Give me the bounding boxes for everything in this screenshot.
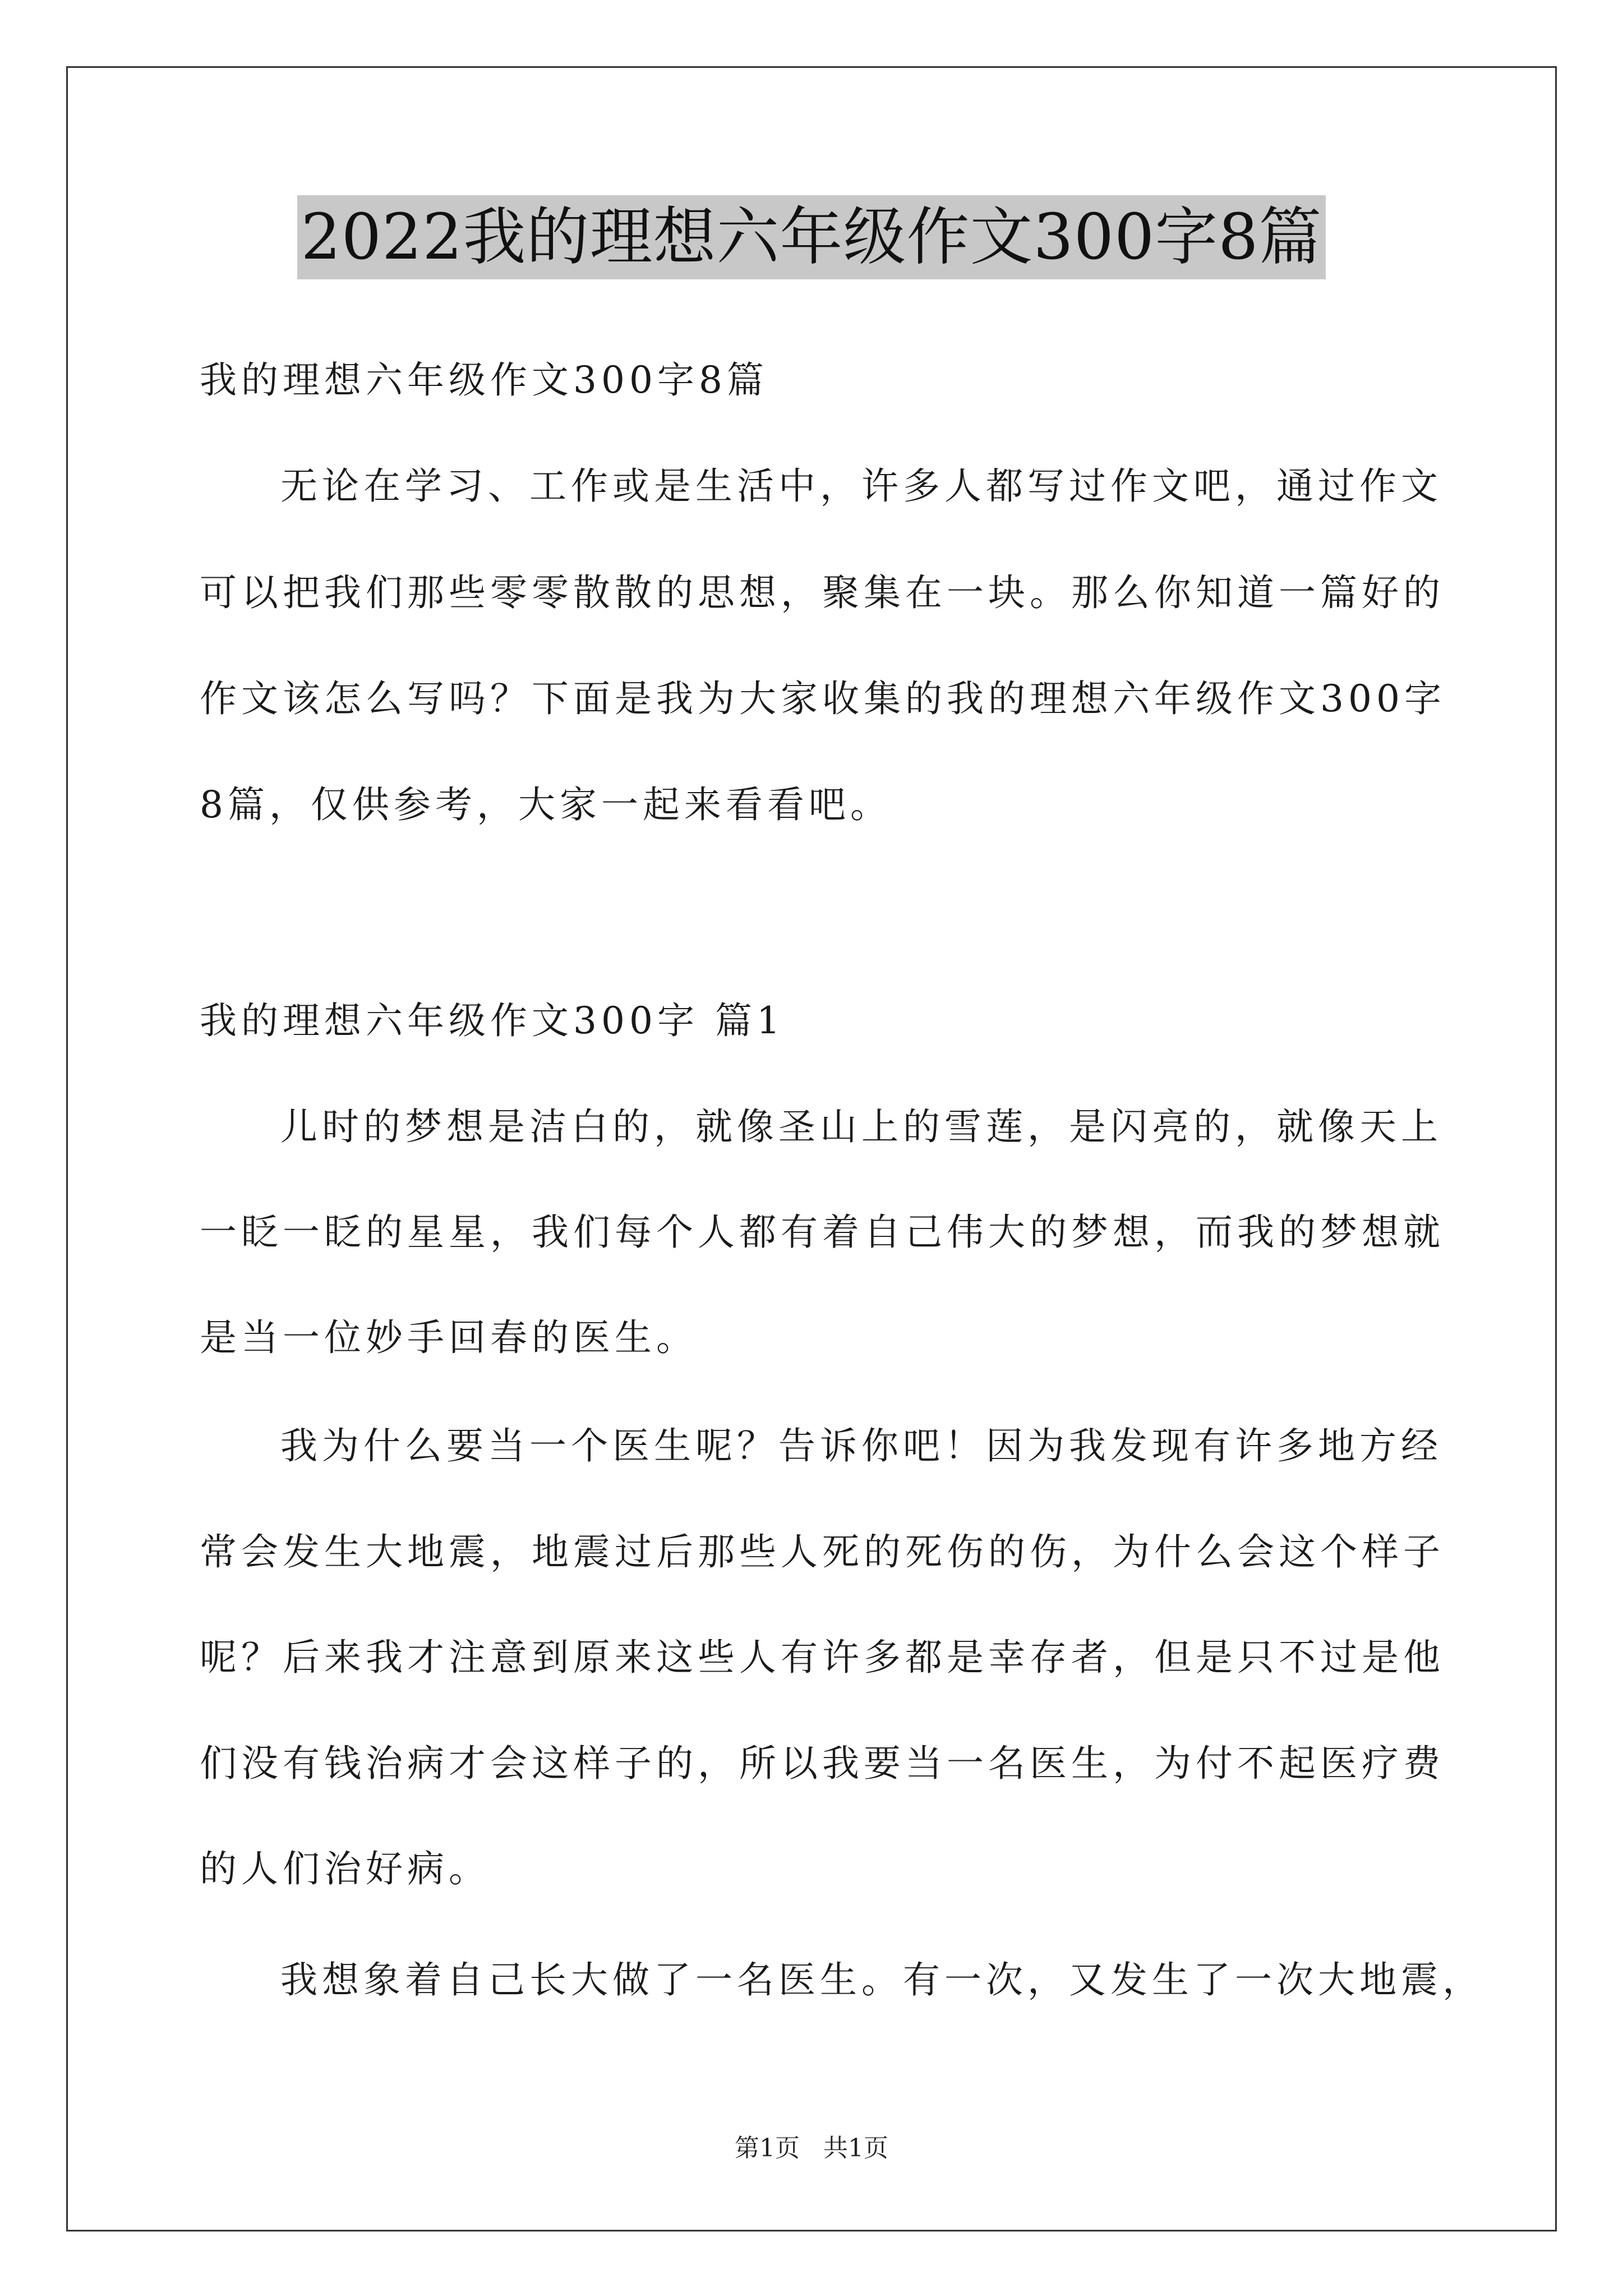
paragraph-line: 常会发生大地震，地震过后那些人死的死伤的伤，为什么会这个样子 [200,1530,1445,1573]
section-heading: 我的理想六年级作文300字 篇1 [200,999,785,1042]
paragraph-line: 是当一位妙手回春的医生。 [200,1316,698,1359]
intro-line: 8篇，仅供参考，大家一起来看看吧。 [200,783,892,826]
paragraph-line: 们没有钱治病才会这样子的，所以我要当一名医生，为付不起医疗费 [200,1742,1445,1785]
intro-line: 无论在学习、工作或是生活中，许多人都写过作文吧，通过作文 [280,464,1442,508]
paragraph-line: 一眨一眨的星星，我们每个人都有着自己伟大的梦想，而我的梦想就 [200,1211,1445,1254]
paragraph-line: 儿时的梦想是洁白的，就像圣山上的雪莲，是闪亮的，就像天上 [280,1105,1442,1148]
page-total: 共1页 [823,2134,888,2162]
paragraph-line: 我为什么要当一个医生呢？告诉你吧！因为我发现有许多地方经 [280,1424,1442,1467]
paragraph-line: 我想象着自己长大做了一名医生。有一次，又发生了一次大地震， [280,1958,1484,2001]
document-subtitle: 我的理想六年级作文300字8篇 [200,358,768,402]
intro-line: 可以把我们那些零零散散的思想，聚集在一块。那么你知道一篇好的 [200,571,1445,614]
paragraph-line: 的人们治好病。 [200,1847,490,1890]
title-container [0,195,1623,279]
page-footer [0,2132,1623,2165]
intro-line: 作文该怎么写吗？下面是我为大家收集的我的理想六年级作文300字 [200,677,1446,720]
document-title: 2022我的理想六年级作文300字8篇 [297,195,1325,279]
paragraph-line: 呢？后来我才注意到原来这些人有许多都是幸存者，但是只不过是他 [200,1636,1445,1679]
page-number: 第1页 [735,2134,800,2162]
